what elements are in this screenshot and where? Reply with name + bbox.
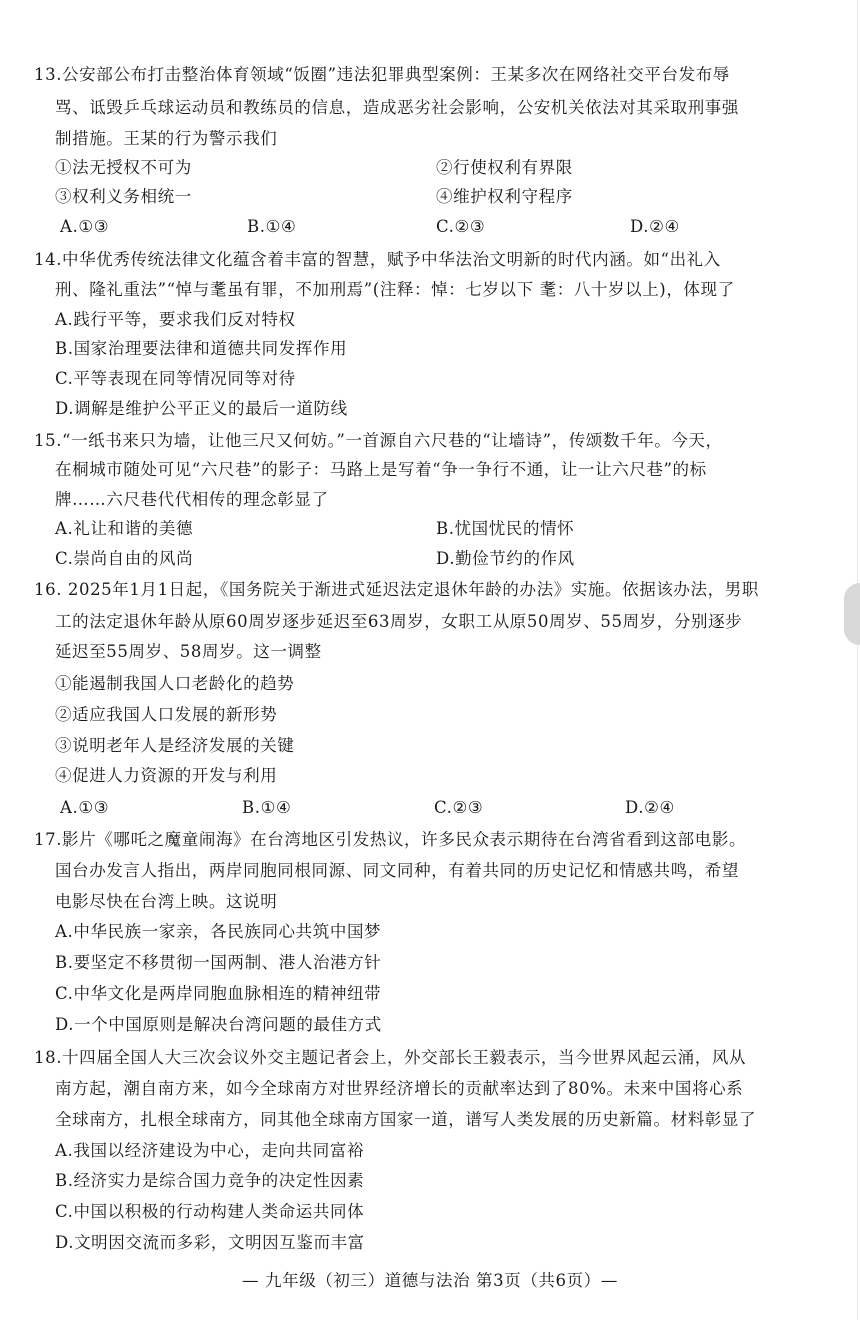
- question-18-option-b: B.经济实力是综合国力竞争的决定性因素: [55, 1171, 365, 1190]
- question-17-option-c: C.中华文化是两岸同胞血脉相连的精神纽带: [55, 984, 382, 1003]
- question-18-option-d: D.文明因交流而多彩，文明因互鉴而丰富: [55, 1233, 365, 1252]
- question-16-stem-line-3: 延迟至55周岁、58周岁。这一调整: [55, 642, 322, 661]
- question-16-stem-line-1: 16. 2025年1月1日起，《国务院关于渐进式延迟法定退休年龄的办法》实施。依据该办法，男职: [34, 580, 759, 599]
- question-15-option-a: A.礼让和谐的美德: [55, 519, 194, 538]
- question-15-stem-line-3: 牌……六尺巷代代相传的理念彰显了: [55, 490, 329, 509]
- question-14-option-b: B.国家治理要法律和道德共同发挥作用: [55, 339, 348, 358]
- question-16-statement-1: ①能遏制我国人口老龄化的趋势: [55, 674, 295, 693]
- question-16-stem-line-2: 工的法定退休年龄从原60周岁逐步延迟至63周岁，女职工从原50周岁、55周岁，分别逐步: [55, 612, 743, 631]
- question-16-option-a: A.①③: [60, 798, 110, 817]
- question-18-option-a: A.我国以经济建设为中心，走向共同富裕: [55, 1141, 365, 1160]
- question-15-option-c: C.崇尚自由的风尚: [55, 549, 194, 568]
- question-17-option-b: B.要坚定不移贯彻一国两制、港人治港方针: [55, 953, 382, 972]
- question-14-option-d: D.调解是维护公平正义的最后一道防线: [55, 399, 348, 418]
- question-17-option-a: A.中华民族一家亲，各民族同心共筑中国梦: [55, 922, 382, 941]
- page-tab-shadow: [844, 583, 860, 645]
- question-17-stem-line-2: 国台办发言人指出，两岸同胞同根同源、同文同种，有着共同的历史记忆和情感共鸣，希望: [55, 861, 739, 880]
- question-14-stem-line-2: 刑、隆礼重法”“悼与耄虽有罪，不加刑焉”(注释：悼：七岁以下 耄：八十岁以上)，体现了: [55, 280, 735, 299]
- question-13-option-a: A.①③: [60, 217, 110, 236]
- question-13-option-c: C.②③: [436, 217, 486, 236]
- question-13-statement-1: ①法无授权不可为: [55, 158, 192, 177]
- question-13-option-b: B.①④: [247, 217, 297, 236]
- page-footer: — 九年级（初三）道德与法治 第3页（共6页）—: [242, 1271, 618, 1290]
- question-18-option-c: C.中国以积极的行动构建人类命运共同体: [55, 1202, 365, 1221]
- question-15-option-d: D.勤俭节约的作风: [436, 549, 575, 568]
- question-15-option-b: B.忧国忧民的情怀: [436, 519, 575, 538]
- question-13-statement-2: ②行使权利有界限: [436, 158, 573, 177]
- question-15-stem-line-2: 在桐城市随处可见“六尺巷”的影子：马路上是写着“争一争行不通，让一让六尺巷”的标: [55, 460, 707, 479]
- question-13-stem-line-2: 骂、诋毁乒乓球运动员和教练员的信息，造成恶劣社会影响，公安机关依法对其采取刑事强: [55, 98, 739, 117]
- question-14-option-a: A.践行平等，要求我们反对特权: [55, 310, 296, 329]
- question-18-stem-line-1: 18.十四届全国人大三次会议外交主题记者会上，外交部长王毅表示，当今世界风起云涌，风从: [34, 1048, 747, 1067]
- question-17-option-d: D.一个中国原则是解决台湾问题的最佳方式: [55, 1015, 382, 1034]
- question-13-stem-line-1: 13.公安部公布打击整治体育领域“饭圈”违法犯罪典型案例：王某多次在网络社交平台发布辱: [34, 65, 730, 84]
- question-16-option-d: D.②④: [625, 798, 675, 817]
- question-16-option-b: B.①④: [242, 798, 292, 817]
- question-13-statement-3: ③权利义务相统一: [55, 187, 192, 206]
- question-18-stem-line-2: 南方起，潮自南方来，如今全球南方对世界经济增长的贡献率达到了80%。未来中国将心系: [55, 1079, 744, 1098]
- question-17-stem-line-3: 电影尽快在台湾上映。这说明: [55, 892, 278, 911]
- question-14-option-c: C.平等表现在同等情况同等对待: [55, 369, 296, 388]
- question-16-statement-4: ④促进人力资源的开发与利用: [55, 766, 278, 785]
- question-17-stem-line-1: 17.影片《哪吒之魔童闹海》在台湾地区引发热议，许多民众表示期待在台湾省看到这部电影。: [34, 830, 747, 849]
- question-16-statement-3: ③说明老年人是经济发展的关键: [55, 736, 295, 755]
- question-15-stem-line-1: 15.“一纸书来只为墙，让他三尺又何妨。”一首源自六尺巷的“让墙诗”，传颂数千年。今天，: [34, 431, 723, 450]
- page-edge: [857, 0, 858, 1320]
- question-16-option-c: C.②③: [434, 798, 484, 817]
- question-13-option-d: D.②④: [630, 217, 680, 236]
- question-14-stem-line-1: 14.中华优秀传统法律文化蕴含着丰富的智慧，赋予中华法治文明新的时代内涵。如“出礼入: [34, 250, 721, 269]
- question-13-stem-line-3: 制措施。王某的行为警示我们: [55, 129, 278, 148]
- question-13-statement-4: ④维护权利守程序: [436, 187, 573, 206]
- question-16-statement-2: ②适应我国人口发展的新形势: [55, 705, 278, 724]
- question-18-stem-line-3: 全球南方，扎根全球南方，同其他全球南方国家一道，谱写人类发展的历史新篇。材料彰显了: [55, 1110, 757, 1129]
